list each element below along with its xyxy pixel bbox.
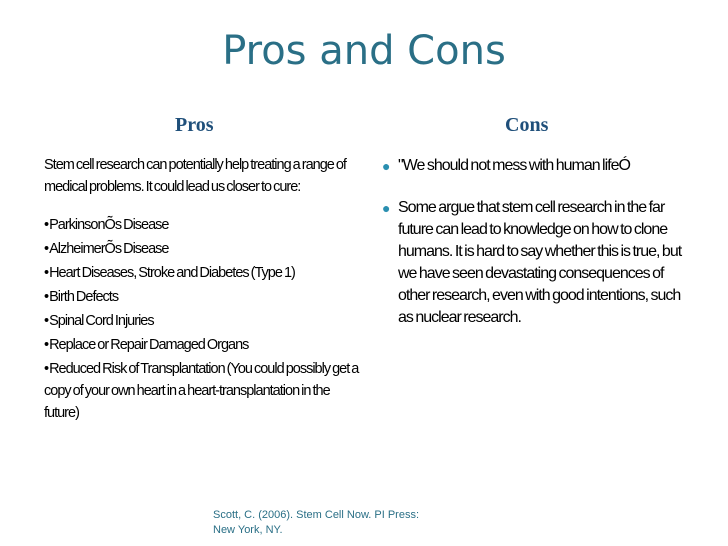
pros-item-organs: • Replace or Repair Damaged Organs [44,334,362,356]
citation-line-1: Scott, C. (2006). Stem Cell Now. PI Press: [213,509,420,521]
slide-title: Pros and Cons [222,28,506,74]
bullet-icon: ● [382,200,390,216]
pros-item-alzheimers: • AlzheimerÕs Disease [44,238,362,260]
pros-intro: Stem cell research can potentially help treating a range of medical problems. It could lead us closer to cure: [44,157,346,195]
cons-heading: Cons [505,114,549,136]
citation-footer [213,508,419,538]
cons-item-text: Some argue that stem cell research in the far future can lead to knowledge on how to clone humans. It is hard to say whether this is true, but we have seen devastating consequences of other research, even with good intentions, such as nuclear research. [398,199,682,326]
pros-column [44,154,362,426]
citation-line-2: New York, NY. [213,524,283,536]
pros-item-heart-diseases: • Heart Diseases, Stroke and Diabetes (Type 1) [44,262,362,284]
cons-item [382,197,682,329]
cons-column [382,155,682,349]
pros-item-spinal-cord: • Spinal Cord Injuries [44,310,362,332]
cons-item [382,155,682,177]
pros-item-parkinsons: • ParkinsonÕs Disease [44,214,362,236]
cons-item-text: "We should not mess with human lifeÓ [398,157,630,174]
bullet-icon: ● [382,158,390,174]
pros-heading: Pros [175,114,214,136]
pros-item-birth-defects: • Birth Defects [44,286,362,308]
pros-item-transplantation: • Reduced Risk of Transplantation (You could possibly get a copy of your own heart in a heart-transplantation in the future) [44,358,362,424]
